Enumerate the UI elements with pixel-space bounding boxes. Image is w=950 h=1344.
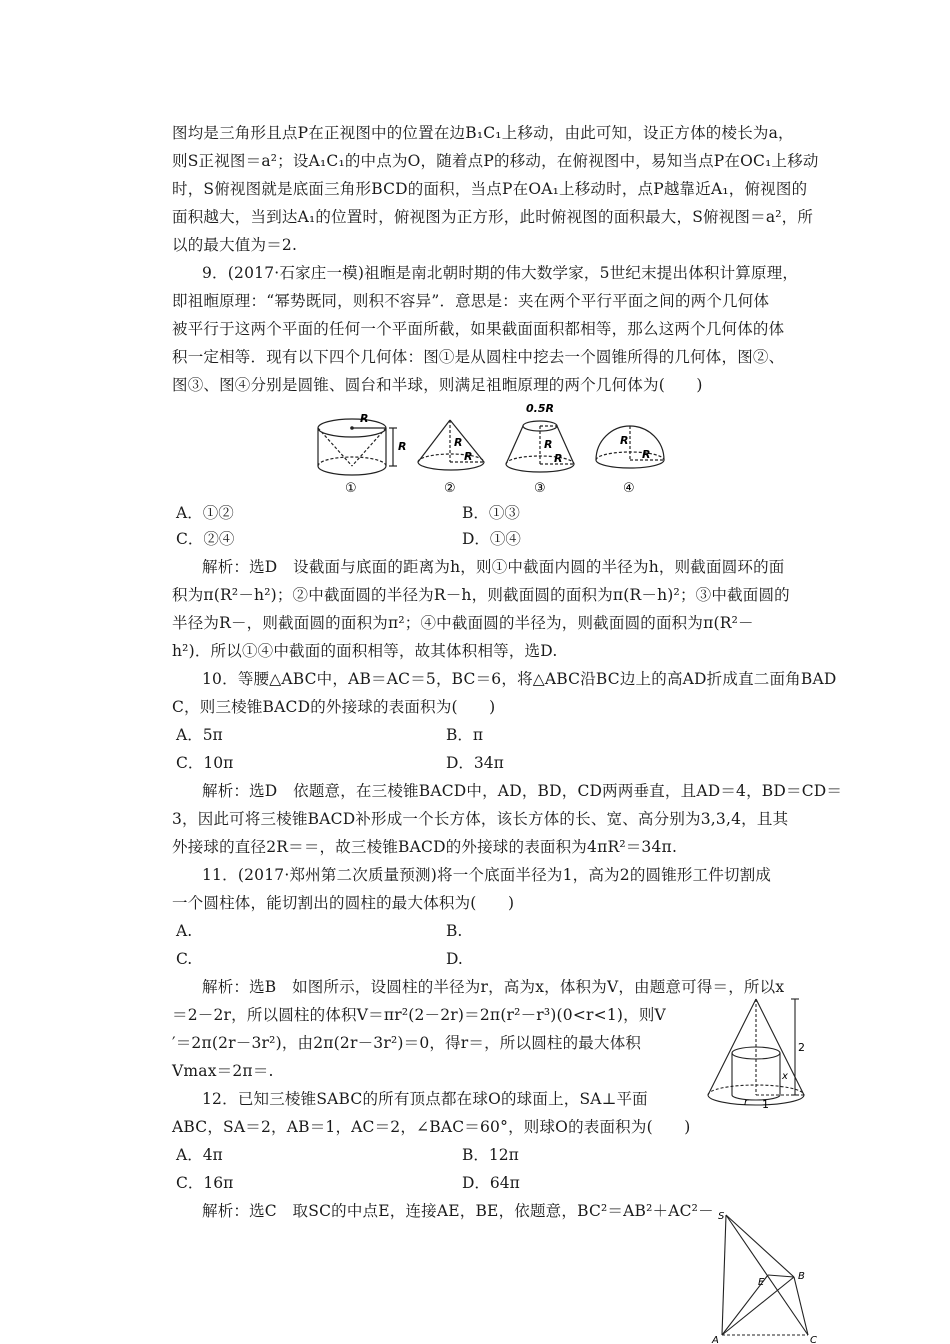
question-11: 11．(2017·郑州第二次质量预测)将一个底面半径为1，高为2的圆锥形工件切割成 xyxy=(202,866,772,884)
answer-12: 解析：选C 取SC的中点E，连接AE，BE，依题意，BC²＝AB²＋AC²－ xyxy=(202,1202,714,1220)
text-line: 积一定相等．现有以下四个几何体：图①是从圆柱中挖去一个圆锥所得的几何体，图②、 xyxy=(172,348,785,366)
vertex-A: A xyxy=(712,1335,719,1344)
label-half-R: 0.5R xyxy=(526,402,554,415)
option-d[interactable]: D．34π xyxy=(446,754,504,772)
label-radius: 1 xyxy=(762,1098,769,1111)
text-line: C，则三棱锥BACD的外接球的表面积为( ) xyxy=(172,698,496,716)
label-R: R xyxy=(544,438,553,451)
text-line: 即祖暅原理：“幂势既同，则积不容异”．意思是：夹在两个平行平面之间的两个几何体 xyxy=(172,292,770,310)
text-line: 半径为R－，则截面圆的面积为π²；④中截面圆的半径为，则截面圆的面积为π(R²－ xyxy=(172,614,754,632)
option-a[interactable]: A．4π xyxy=(176,1146,223,1164)
text-line: 外接球的直径2R＝＝，故三棱锥BACD的外接球的表面积为4πR²＝34π. xyxy=(172,838,678,856)
label-R: R xyxy=(620,434,629,447)
option-d[interactable]: D. xyxy=(446,950,463,968)
text-line: 一个圆柱体，能切割出的圆柱的最大体积为( ) xyxy=(172,894,515,912)
figure-label-3: ③ xyxy=(534,481,546,496)
option-d[interactable]: D．64π xyxy=(462,1174,520,1192)
label-x: x xyxy=(782,1071,788,1082)
text-line: ′＝2π(2r－3r²)，由2π(2r－3r²)＝0，得r＝，所以圆柱的最大体积 xyxy=(172,1034,642,1052)
label-R: R xyxy=(642,448,651,461)
point-E: E xyxy=(758,1277,765,1288)
text-line: h²)．所以①④中截面的面积相等，故其体积相等，选D. xyxy=(172,642,558,660)
answer-10: 解析：选D 依题意，在三棱锥BACD中，AD，BD，CD两两垂直，且AD＝4，BD＝CD＝ xyxy=(202,782,843,800)
option-a[interactable]: A．5π xyxy=(176,726,223,744)
option-c[interactable]: C．16π xyxy=(176,1174,234,1192)
option-b[interactable]: B．①③ xyxy=(462,504,520,522)
label-R: R xyxy=(454,436,463,449)
answer-9: 解析：选D 设截面与底面的距离为h，则①中截面内圆的半径为h，则截面圆环的面 xyxy=(202,558,785,576)
text-line: 图③、图④分别是圆锥、圆台和半球，则满足祖暅原理的两个几何体为( ) xyxy=(172,376,703,394)
text-line: 面积越大，当到达A₁的位置时，俯视图为正方形，此时俯视图的面积最大，S俯视图＝a²，所 xyxy=(172,208,814,226)
label-R: R xyxy=(554,452,563,465)
vertex-B: B xyxy=(798,1271,805,1282)
text-line: ABC，SA＝2，AB＝1，AC＝2，∠BAC＝60°，则球O的表面积为( ) xyxy=(172,1118,691,1136)
text-line: Vmax＝2π＝. xyxy=(172,1062,274,1080)
figure-label-1: ① xyxy=(345,481,357,496)
text-line: 积为π(R²－h²)；②中截面圆的半径为R－h，则截面圆的面积为π(R－h)²；③中截面圆的 xyxy=(172,586,790,604)
label-r: r xyxy=(744,1097,749,1108)
option-b[interactable]: B. xyxy=(446,922,463,940)
text-line: 时，S俯视图就是底面三角形BCD的面积，当点P在OA₁上移动时，点P越靠近A₁，俯视图的 xyxy=(172,180,808,198)
question-12: 12．已知三棱锥SABC的所有顶点都在球O的球面上，SA⊥平面 xyxy=(202,1090,648,1108)
option-c[interactable]: C. xyxy=(176,950,193,968)
question-10: 10．等腰△ABC中，AB＝AC＝5，BC＝6，将△ABC沿BC边上的高AD折成直二面角BAD xyxy=(202,670,837,688)
text-line: 则S正视图＝a²；设A₁C₁的中点为O，随着点P的移动，在俯视图中，易知当点P在OC₁上移动 xyxy=(172,152,819,170)
label-R: R xyxy=(464,450,473,463)
text-line: ＝2－2r，所以圆柱的体积V＝πr²(2－2r)＝2π(r²－r³)(0<r<1)，则V xyxy=(172,1006,666,1024)
text-line: 被平行于这两个平面的任何一个平面所截，如果截面面积都相等，那么这两个几何体的体 xyxy=(172,320,785,338)
option-c[interactable]: C．10π xyxy=(176,754,234,772)
vertex-C: C xyxy=(810,1335,817,1344)
figure-label-2: ② xyxy=(444,481,456,496)
option-b[interactable]: B．π xyxy=(446,726,484,744)
vertex-S: S xyxy=(718,1211,725,1222)
figure-label-4: ④ xyxy=(623,481,635,496)
option-c[interactable]: C．②④ xyxy=(176,530,235,548)
answer-11: 解析：选B 如图所示，设圆柱的半径为r，高为x，体积为V，由题意可得＝，所以x xyxy=(202,978,785,996)
label-height: 2 xyxy=(798,1041,805,1054)
text-line: 以的最大值为＝2. xyxy=(172,236,298,254)
label-R: R xyxy=(360,412,369,425)
text-line: 图均是三角形且点P在正视图中的位置在边B₁C₁上移动，由此可知，设正方体的棱长为a， xyxy=(172,124,794,142)
option-a[interactable]: A．①② xyxy=(176,504,234,522)
figure-cone-cylinder xyxy=(700,995,820,1115)
option-d[interactable]: D．①④ xyxy=(462,530,521,548)
figure-solids xyxy=(300,400,690,500)
option-a[interactable]: A. xyxy=(176,922,193,940)
figure-tetrahedron xyxy=(708,1205,828,1344)
label-R: R xyxy=(398,440,407,453)
text-line: 3，因此可将三棱锥BACD补形成一个长方体，该长方体的长、宽、高分别为3,3,4，且其 xyxy=(172,810,789,828)
option-b[interactable]: B．12π xyxy=(462,1146,519,1164)
question-9: 9．(2017·石家庄一模)祖暅是南北朝时期的伟大数学家，5世纪末提出体积计算原理， xyxy=(202,264,799,282)
